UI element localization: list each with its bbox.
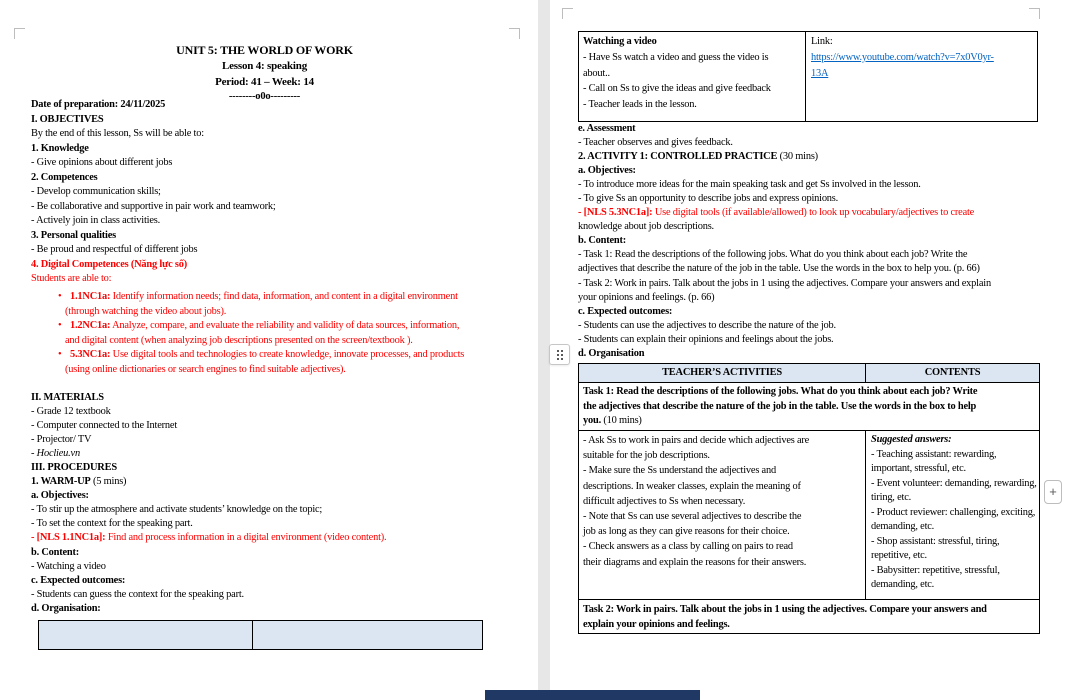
paragraph-drag-handle[interactable] [549, 344, 570, 365]
text-line [871, 433, 1034, 448]
text-line [31, 98, 507, 113]
text-line [583, 524, 861, 539]
page-corner-mark [1029, 8, 1040, 19]
warmup-table [578, 31, 1038, 122]
contents-header: CONTENTS [924, 367, 981, 378]
text-run: - Note that Ss can use several adjectives to describe the [583, 511, 802, 523]
text-line [583, 34, 801, 50]
text-line [811, 50, 1032, 66]
text-run: e. Assessment [578, 123, 636, 134]
text-run: - Develop communication skills; [31, 186, 161, 197]
video-link[interactable]: https://www.youtube.com/watch?v=7x0V0yr- [811, 51, 994, 63]
task2-row [579, 599, 1039, 633]
text-run: - Actively join in class activities. [31, 215, 161, 226]
text-run: (using online dictionaries or search engines to find suitable adjectives). [65, 363, 346, 375]
text-line [578, 206, 1074, 220]
text-line [31, 517, 507, 531]
text-line [578, 234, 1074, 248]
materials-procedures-section [31, 391, 507, 616]
digital-competences-list [58, 290, 504, 378]
text-run: - Be proud and respectful of different jobs [31, 244, 198, 255]
text-run: Watching a video [583, 36, 657, 47]
text-run: Analyze, compare, and evaluate the reliability and validity of data sources, information, [110, 320, 460, 332]
text-line [578, 220, 1074, 234]
text-line [31, 447, 507, 461]
text-run: - Shop assistant: stressful, tiring, [871, 535, 1000, 547]
text-line [578, 277, 1074, 291]
text-line [31, 272, 507, 287]
suggested-answers-cell [866, 431, 1039, 599]
text-run: job as long as they can give reasons for their choice. [583, 526, 790, 538]
page-corner-mark [14, 28, 25, 39]
text-run: (through watching the video about jobs). [65, 305, 227, 317]
text-run: - Students can use the adjectives to describe the nature of the job. [578, 319, 836, 331]
text-line [583, 385, 1035, 400]
text-line [31, 127, 507, 142]
table-body-row [579, 430, 1039, 599]
text-run: (30 mins) [777, 151, 818, 163]
text-run: Date of preparation: 24/11/2025 [31, 99, 166, 110]
text-run: suitable for the job descriptions. [583, 450, 710, 462]
text-line [31, 391, 507, 405]
text-line [583, 414, 1035, 429]
text-run: - Grade 12 textbook [31, 406, 111, 418]
text-line [58, 290, 504, 305]
text-run: 1.2NC1a: [70, 320, 111, 332]
text-run: By the end of this lesson, Ss will be able to: [31, 128, 204, 139]
text-line [31, 156, 507, 171]
text-line [58, 334, 504, 349]
text-run: b. Content: [578, 235, 627, 247]
text-run: (5 mins) [90, 476, 127, 488]
text-line [811, 34, 1032, 50]
teacher-activities-cell [579, 431, 866, 599]
text-line [31, 243, 507, 258]
text-line [58, 363, 504, 378]
text-line [583, 400, 1035, 415]
objectives-section [31, 98, 507, 287]
text-line [31, 602, 507, 616]
text-run: demanding, etc. [871, 579, 935, 590]
text-line [31, 503, 507, 517]
text-run: adjectives that describe the nature of the job in the table. Use the words in the box to help you. (p. 66) [578, 263, 980, 275]
text-run: 1. Knowledge [31, 142, 89, 154]
text-line [31, 229, 507, 244]
text-run: - Teacher observes and gives feedback. [578, 137, 733, 149]
text-line [58, 305, 504, 320]
page-1 [0, 0, 538, 700]
divider-ornament: --------o0o--------- [228, 90, 301, 102]
drag-dots-icon [557, 350, 559, 352]
text-line [583, 494, 861, 509]
text-run: difficult adjectives to Ss when necessary. [583, 495, 746, 507]
text-line [578, 347, 1074, 361]
text-run: explain your opinions and feelings. [583, 618, 730, 630]
video-link[interactable]: 13A [811, 67, 829, 79]
text-line [871, 564, 1034, 579]
text-run: you. [583, 415, 601, 427]
text-run: Use digital tools and technologies to create knowledge, innovate processes, and products [110, 349, 465, 361]
text-run: - Product reviewer: challenging, exciting, [871, 506, 1036, 518]
text-run: 2. Competences [31, 171, 98, 183]
text-run: - Students can guess the context for the speaking part. [31, 588, 244, 600]
text-run: Find and process information in a digital environment (video content). [105, 532, 387, 544]
text-run: 5.3NC1a: [70, 349, 111, 361]
text-run: - [NLS 1.1NC1a]: [31, 532, 106, 544]
text-run: 1.1NC1a: [70, 291, 111, 302]
text-line [871, 491, 1034, 506]
teacher-activities-header: TEACHER’S ACTIVITIES [579, 364, 866, 382]
bottom-blue-bar [485, 690, 700, 700]
text-line [583, 448, 861, 463]
text-run: - Ask Ss to work in pairs and decide which adjectives are [583, 435, 810, 446]
text-run: - [NLS 5.3NC1a]: [578, 207, 653, 219]
text-line [871, 549, 1034, 564]
text-run: demanding, etc. [871, 521, 935, 532]
text-line [31, 588, 507, 602]
text-run: d. Organisation [578, 347, 645, 359]
text-run: - Projector/ TV [31, 434, 92, 446]
text-line [578, 164, 1074, 178]
text-run: - Check answers as a class by calling on pairs to read [583, 541, 793, 553]
text-line [31, 214, 507, 229]
text-run: c. Expected outcomes: [31, 574, 126, 586]
text-run: Task 2: Work in pairs. Talk about the jobs in 1 using the adjectives. Compare your answers and [583, 604, 987, 615]
text-run: II. MATERIALS [31, 392, 104, 403]
text-line [31, 475, 507, 489]
text-run: - Task 1: Read the descriptions of the following jobs. What do you think about each job? Write the [578, 249, 968, 261]
text-line [31, 419, 507, 433]
text-run: - Be collaborative and supportive in pair work and teamwork; [31, 200, 276, 212]
text-run: Suggested answers: [871, 434, 952, 445]
text-run: your opinions and feelings. (p. 66) [578, 291, 715, 303]
text-run: c. Expected outcomes: [578, 305, 673, 317]
text-line [31, 142, 507, 157]
text-line [578, 248, 1074, 262]
text-line [31, 546, 507, 560]
text-line [578, 291, 1074, 305]
text-line [578, 150, 1074, 164]
text-line [583, 66, 801, 82]
text-line [578, 178, 1074, 192]
page-corner-mark [509, 28, 520, 39]
text-line [31, 200, 507, 215]
text-line [583, 539, 861, 554]
text-line [578, 305, 1074, 319]
lesson-subtitle: Lesson 4: speaking [221, 60, 308, 72]
text-run: - To give Ss an opportunity to describe jobs and express opinions. [578, 193, 839, 205]
text-line [583, 618, 1035, 633]
text-run: 4. Digital Competences (Năng lực số) [31, 258, 188, 270]
text-line [871, 520, 1034, 535]
text-line [578, 333, 1074, 347]
text-run: I. OBJECTIVES [31, 113, 104, 125]
warmup-activities-cell [579, 32, 806, 121]
page-2 [550, 0, 1078, 700]
text-run: Use digital tools (if available/allowed) to look up vocabulary/adjectives to create [652, 207, 975, 219]
text-run: 3. Personal qualities [31, 229, 116, 241]
text-line [31, 185, 507, 200]
text-line [871, 578, 1034, 593]
text-run: - To set the context for the speaking part. [31, 518, 193, 530]
text-run: • [58, 320, 62, 332]
text-line [583, 509, 861, 524]
text-run: 2. ACTIVITY 1: CONTROLLED PRACTICE [578, 151, 778, 163]
text-run: Task 1: Read the descriptions of the following jobs. What do you think about each job? Write [583, 386, 978, 397]
text-run: • [58, 291, 62, 302]
page-corner-mark [562, 8, 573, 19]
text-run: Link: [811, 36, 833, 47]
text-line [583, 81, 801, 97]
text-run: b. Content: [31, 546, 80, 558]
text-line [31, 574, 507, 588]
text-run: - To introduce more ideas for the main speaking task and get Ss involved in the lesson. [578, 179, 921, 191]
text-run: tiring, etc. [871, 492, 912, 503]
text-run: - Hoclieu.vn [31, 448, 80, 460]
text-line [578, 192, 1074, 206]
text-line [583, 463, 861, 478]
text-line [871, 506, 1034, 521]
activity1-table [578, 363, 1040, 634]
task1-row [579, 382, 1039, 430]
text-line [31, 461, 507, 475]
text-run: their diagrams and explain the reasons for their answers. [583, 556, 807, 568]
text-line [31, 531, 507, 545]
text-run: the adjectives that describe the nature of the job in the table. Use the words in the box to help [583, 400, 977, 412]
lesson-title-block [31, 42, 498, 103]
text-run: a. Objectives: [578, 165, 636, 177]
text-run: - Make sure the Ss understand the adjectives and [583, 465, 776, 477]
text-run: - Babysitter: repetitive, stressful, [871, 564, 1000, 576]
text-line [583, 555, 861, 570]
contents-header [253, 621, 482, 649]
text-run: - Give opinions about different jobs [31, 157, 173, 168]
text-run: a. Objectives: [31, 490, 89, 502]
text-run: - Event volunteer: demanding, rewarding, [871, 477, 1037, 489]
text-run: - Teacher leads in the lesson. [583, 99, 697, 111]
text-run: • [58, 349, 62, 361]
text-run: repetitive, etc. [871, 550, 927, 561]
text-line [871, 462, 1034, 477]
warmup-link-cell [806, 32, 1037, 121]
text-run: - Computer connected to the Internet [31, 420, 178, 432]
table-header-row [579, 364, 1039, 382]
text-line [31, 171, 507, 186]
text-run: Identify information needs; find data, information, and content in a digital environment [110, 291, 458, 302]
text-line [578, 319, 1074, 333]
text-run: - Task 2: Work in pairs. Talk about the jobs in 1 using the adjectives. Compare your answers and explain [578, 277, 991, 289]
text-line [58, 348, 504, 363]
text-line [58, 319, 504, 334]
text-line [578, 136, 1074, 150]
text-line [31, 113, 507, 128]
text-line [811, 66, 1032, 82]
text-run: - Watching a video [31, 560, 106, 572]
text-run: d. Organisation: [31, 602, 101, 614]
text-run: important, stressful, etc. [871, 463, 966, 474]
text-line [871, 448, 1034, 463]
text-run: knowledge about job descriptions. [578, 221, 714, 233]
text-line [583, 97, 801, 113]
text-line [31, 560, 507, 574]
text-line [583, 433, 861, 448]
text-run: - Have Ss watch a video and guess the video is [583, 51, 769, 63]
activity1-section [578, 122, 1074, 361]
text-line [31, 489, 507, 503]
organisation-table-header [38, 620, 483, 650]
text-run: - Call on Ss to give the ideas and give feedback [583, 83, 771, 95]
text-line [583, 603, 1035, 618]
text-line [871, 477, 1037, 492]
text-line [583, 50, 801, 66]
text-run: descriptions. In weaker classes, explain the meaning of [583, 480, 801, 492]
text-run: III. PROCEDURES [31, 462, 117, 474]
text-line [578, 262, 1074, 276]
text-run: about.. [583, 67, 610, 79]
text-run: - To stir up the atmosphere and activate students’ knowledge on the topic; [31, 504, 323, 516]
text-run: - Students can explain their opinions and feelings about the jobs. [578, 333, 834, 345]
unit-title: UNIT 5: THE WORLD OF WORK [176, 43, 353, 57]
text-run: 1. WARM-UP [31, 476, 91, 488]
text-line [583, 479, 861, 494]
text-run: - Teaching assistant: rewarding, [871, 448, 997, 460]
teacher-students-activities-header [39, 621, 253, 649]
period-week: Period: 41 – Week: 14 [215, 75, 314, 88]
text-run: (10 mins) [600, 415, 642, 427]
text-line [31, 258, 507, 273]
add-button[interactable]: + [1044, 480, 1062, 504]
text-line [871, 535, 1034, 550]
text-line [578, 122, 1074, 136]
text-run: Students are able to: [31, 273, 112, 284]
text-run: and digital content (when analyzing job descriptions presented on the screen/textbook ). [65, 334, 413, 346]
text-line [31, 433, 507, 447]
text-line [31, 405, 507, 419]
